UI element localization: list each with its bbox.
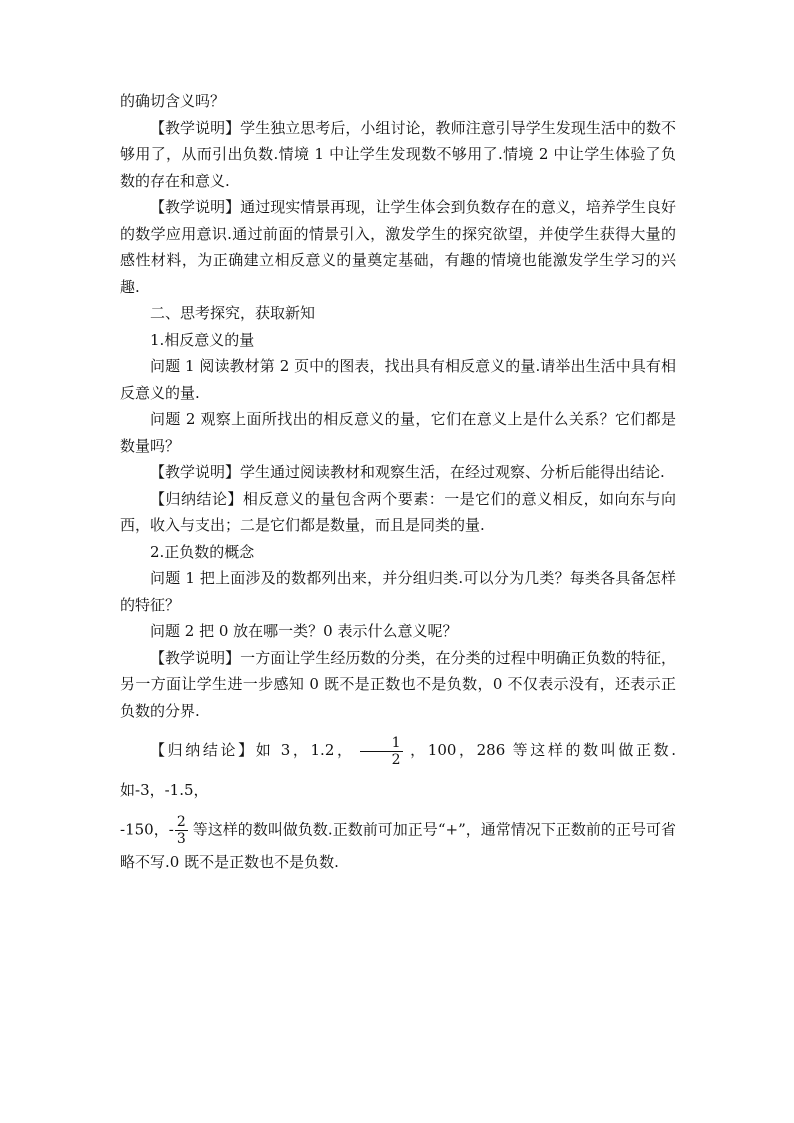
fraction-denominator: 3 [176, 831, 186, 847]
document-body [120, 88, 676, 877]
subsection-heading-2: 2.正负数的概念 [150, 542, 255, 561]
paragraph-3: 【教学说明】通过现实情景再现，让学生体会到负数存在的意义，培养学生良好的数学应用意识.通过前面的情景引入，激发学生的探究欲望，并使学生获得大量的感性材料，为正确建立相反意义的量奠定基础，有趣的情境也能激发学生学习的兴趣. [120, 198, 676, 296]
conclusion-2-text-a: 【归纳结论】如 3，1.2， [150, 741, 355, 759]
question-2b: 问题 2 把 0 放在哪一类？0 表示什么意义呢？ [150, 622, 458, 640]
section-heading-2: 二、思考探究，获取新知 [150, 304, 316, 322]
fraction-denominator: 2 [391, 751, 401, 768]
paragraph-2: 【教学说明】学生独立思考后，小组讨论，教师注意引导学生发现生活中的数不够用了，从而引出负数.情境 1 中让学生发现数不够用了.情境 2 中让学生体验了负数的存在和意义. [120, 118, 676, 190]
fraction-numerator: 2 [176, 814, 186, 830]
conclusion-2-line-1 [120, 730, 676, 810]
fraction-one-half [360, 735, 403, 768]
teaching-note-4: 【教学说明】一方面让学生经历数的分类，在分类的过程中明确正负数的特征，另一方面让学生进一步感知 0 既不是正数也不是负数，0 不仅表示没有，还表示正负数的分界. [120, 648, 676, 720]
teaching-note-3: 【教学说明】学生通过阅读教材和观察生活，在经过观察、分析后能得出结论. [150, 463, 665, 481]
fraction-two-thirds [175, 814, 188, 847]
question-1b: 问题 1 把上面涉及的数都列出来，并分组归类.可以分为几类？每类各具备怎样的特征？ [120, 569, 676, 614]
conclusion-2-text-d: 等这样的数叫做负数.正数前可加正号“+”，通常情况下正数前的正号可省略不写.0 既不是正数也不是负数. [120, 820, 676, 871]
conclusion-2-text-c: -150，- [120, 820, 174, 839]
question-1: 问题 1 阅读教材第 2 页中的图表，找出具有相反意义的量.请举出生活中具有相反意义的量. [120, 357, 676, 402]
paragraph-1: 的确切含义吗？ [120, 92, 226, 110]
question-2: 问题 2 观察上面所找出的相反意义的量，它们在意义上是什么关系？它们都是数量吗？ [120, 410, 676, 455]
conclusion-2-text-b: ，100，286 等这样的数叫做正数.如-3，-1.5， [120, 741, 676, 799]
subsection-heading-1: 1.相反意义的量 [150, 330, 255, 349]
fraction-numerator: 1 [360, 735, 403, 752]
conclusion-1: 【归纳结论】相反意义的量包含两个要素：一是它们的意义相反，如向东与向西，收入与支出；二是它们都是数量，而且是同类的量. [120, 489, 676, 534]
conclusion-2-line-2 [120, 814, 676, 877]
